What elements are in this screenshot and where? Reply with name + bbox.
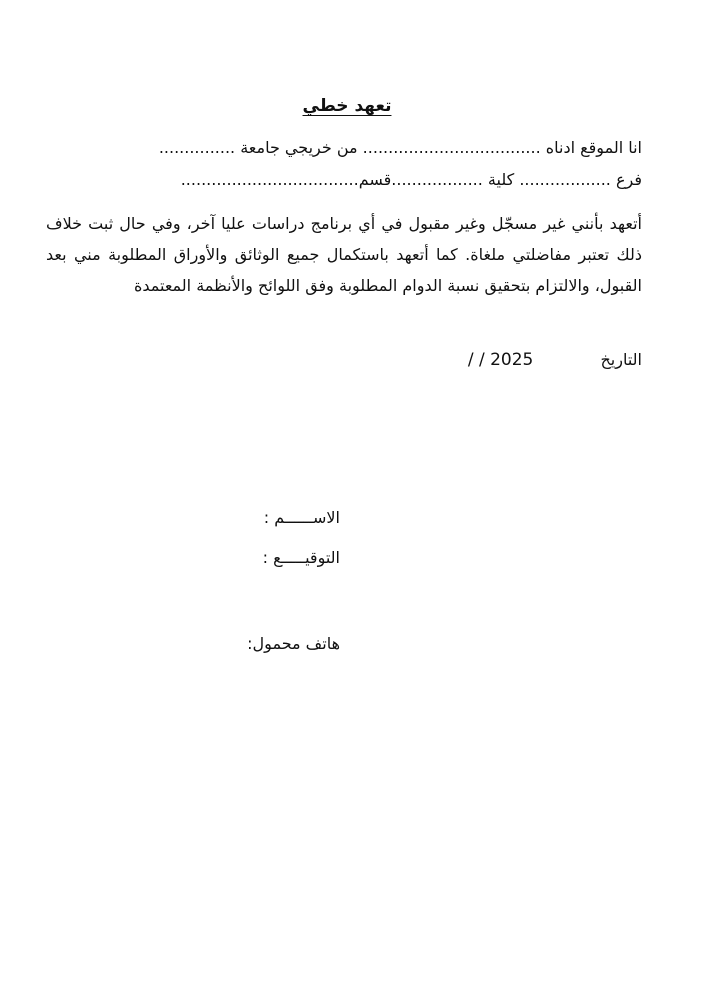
document-title-row xyxy=(0,96,720,116)
signature-label: التوقيـــــع : xyxy=(262,548,340,567)
date-row xyxy=(468,350,642,370)
document-title: تعهد خطي xyxy=(302,96,392,116)
mobile-phone-label: هاتف محمول: xyxy=(247,634,340,653)
branch-college-department-line: فرع .................. كلية ..................قسم................................... xyxy=(180,170,642,189)
name-label: الاســــــم : xyxy=(263,508,340,527)
date-value: 2025 / / xyxy=(467,350,534,370)
pledge-paragraph: أتعهد بأنني غير مسجّل وغير مقبول في أي برنامج دراسات عليا آخر، وفي حال ثبت خلاف ذلك تعتبر مفاضلتي ملغاة. كما أتعهد باستكمال جميع الوثائق والأوراق المطلوبة مني بعد القبول، والالتزام بتحقيق نسبة الدوام المطلوبة وفق اللوائح والأنظمة المعتمدة xyxy=(46,214,642,295)
signer-university-line: انا الموقع ادناه ................................... من خريجي جامعة ............... xyxy=(158,138,642,157)
date-label: التاريخ xyxy=(600,350,642,369)
